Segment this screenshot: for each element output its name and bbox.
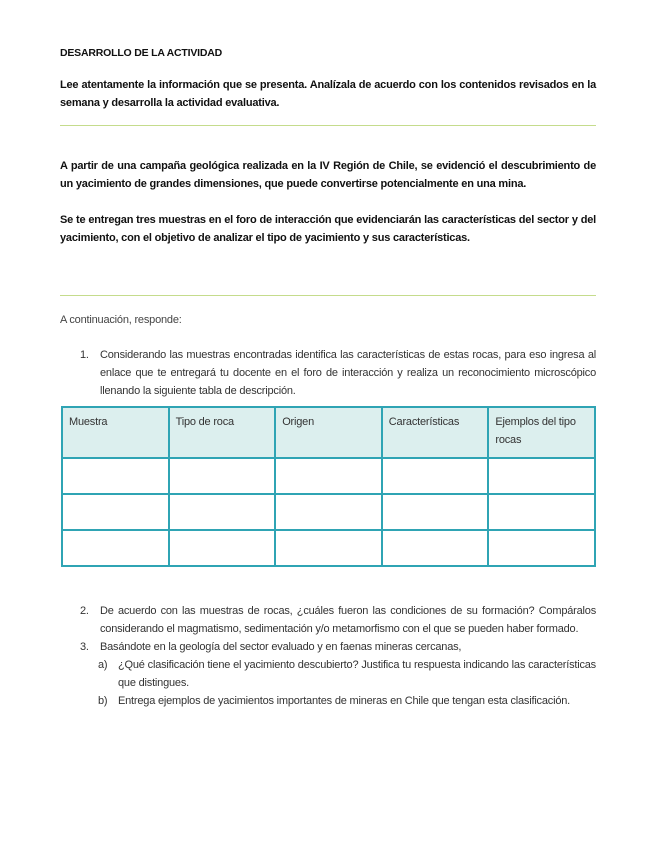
table-cell[interactable]	[169, 530, 276, 566]
question-3	[60, 638, 596, 656]
question-2-text: De acuerdo con las muestras de rocas, ¿cuáles fueron las condiciones de su formación? Compáralos considerando el magmatismo, sedimentación y/o metamorfismo con el que se pueden haber formado.	[100, 605, 596, 635]
context-paragraph-1: A partir de una campaña geológica realizada en la IV Región de Chile, se evidenció el descubrimiento de un yacimiento de grandes dimensiones, que puede convertirse potencialmente en una mina.	[60, 160, 596, 190]
table-cell[interactable]	[62, 494, 169, 530]
question-3b	[60, 692, 596, 710]
table-row	[62, 530, 595, 566]
table-cell[interactable]	[488, 494, 595, 530]
table-cell[interactable]	[275, 530, 382, 566]
header-ejemplos: Ejemplos del tipo rocas	[488, 407, 595, 458]
question-3-text: Basándote en la geología del sector evaluado y en faenas mineras cercanas,	[100, 641, 462, 653]
table-row	[62, 458, 595, 494]
description-table	[61, 406, 596, 567]
table-cell[interactable]	[169, 458, 276, 494]
question-3b-label: b)	[98, 695, 108, 707]
question-3a-text: ¿Qué clasificación tiene el yacimiento descubierto? Justifica tu respuesta indicando las características que distingues.	[118, 659, 596, 689]
context-paragraph-2: Se te entregan tres muestras en el foro de interacción que evidenciarán las características del sector y del yacimiento, con el objetivo de analizar el tipo de yacimiento y sus características.	[60, 214, 596, 244]
question-3a-label: a)	[98, 659, 108, 671]
document-page	[60, 44, 596, 710]
table-cell[interactable]	[382, 530, 489, 566]
question-1-number: 1.	[80, 349, 89, 361]
table-cell[interactable]	[169, 494, 276, 530]
header-muestra: Muestra	[62, 407, 169, 458]
question-1	[60, 346, 596, 400]
intro-text: Lee atentamente la información que se presenta. Analízala de acuerdo con los contenidos revisados en la semana y desarrolla la actividad evaluativa.	[60, 79, 596, 109]
divider-top	[60, 125, 596, 126]
header-tipo-de-roca: Tipo de roca	[169, 407, 276, 458]
question-3a	[60, 656, 596, 692]
question-3b-text: Entrega ejemplos de yacimientos importantes de mineras en Chile que tengan esta clasificación.	[118, 695, 571, 707]
question-2	[60, 602, 596, 638]
table-cell[interactable]	[382, 458, 489, 494]
table-cell[interactable]	[382, 494, 489, 530]
table-cell[interactable]	[62, 458, 169, 494]
question-3-number: 3.	[80, 641, 89, 653]
header-origen: Origen	[275, 407, 382, 458]
activity-title: DESARROLLO DE LA ACTIVIDAD	[60, 47, 223, 59]
respond-label: A continuación, responde:	[60, 314, 182, 326]
table-header-row	[62, 407, 595, 458]
table-cell[interactable]	[488, 458, 595, 494]
question-2-number: 2.	[80, 605, 89, 617]
table-cell[interactable]	[275, 458, 382, 494]
header-caracteristicas: Características	[382, 407, 489, 458]
question-1-text: Considerando las muestras encontradas identifica las características de estas rocas, para eso ingresa al enlace que te entregará tu docente en el foro de interacción y realiza un reconocimiento microscópico llenando la siguiente tabla de descripción.	[100, 349, 596, 397]
table-cell[interactable]	[488, 530, 595, 566]
table-row	[62, 494, 595, 530]
table-cell[interactable]	[62, 530, 169, 566]
table-cell[interactable]	[275, 494, 382, 530]
divider-bottom	[60, 295, 596, 296]
